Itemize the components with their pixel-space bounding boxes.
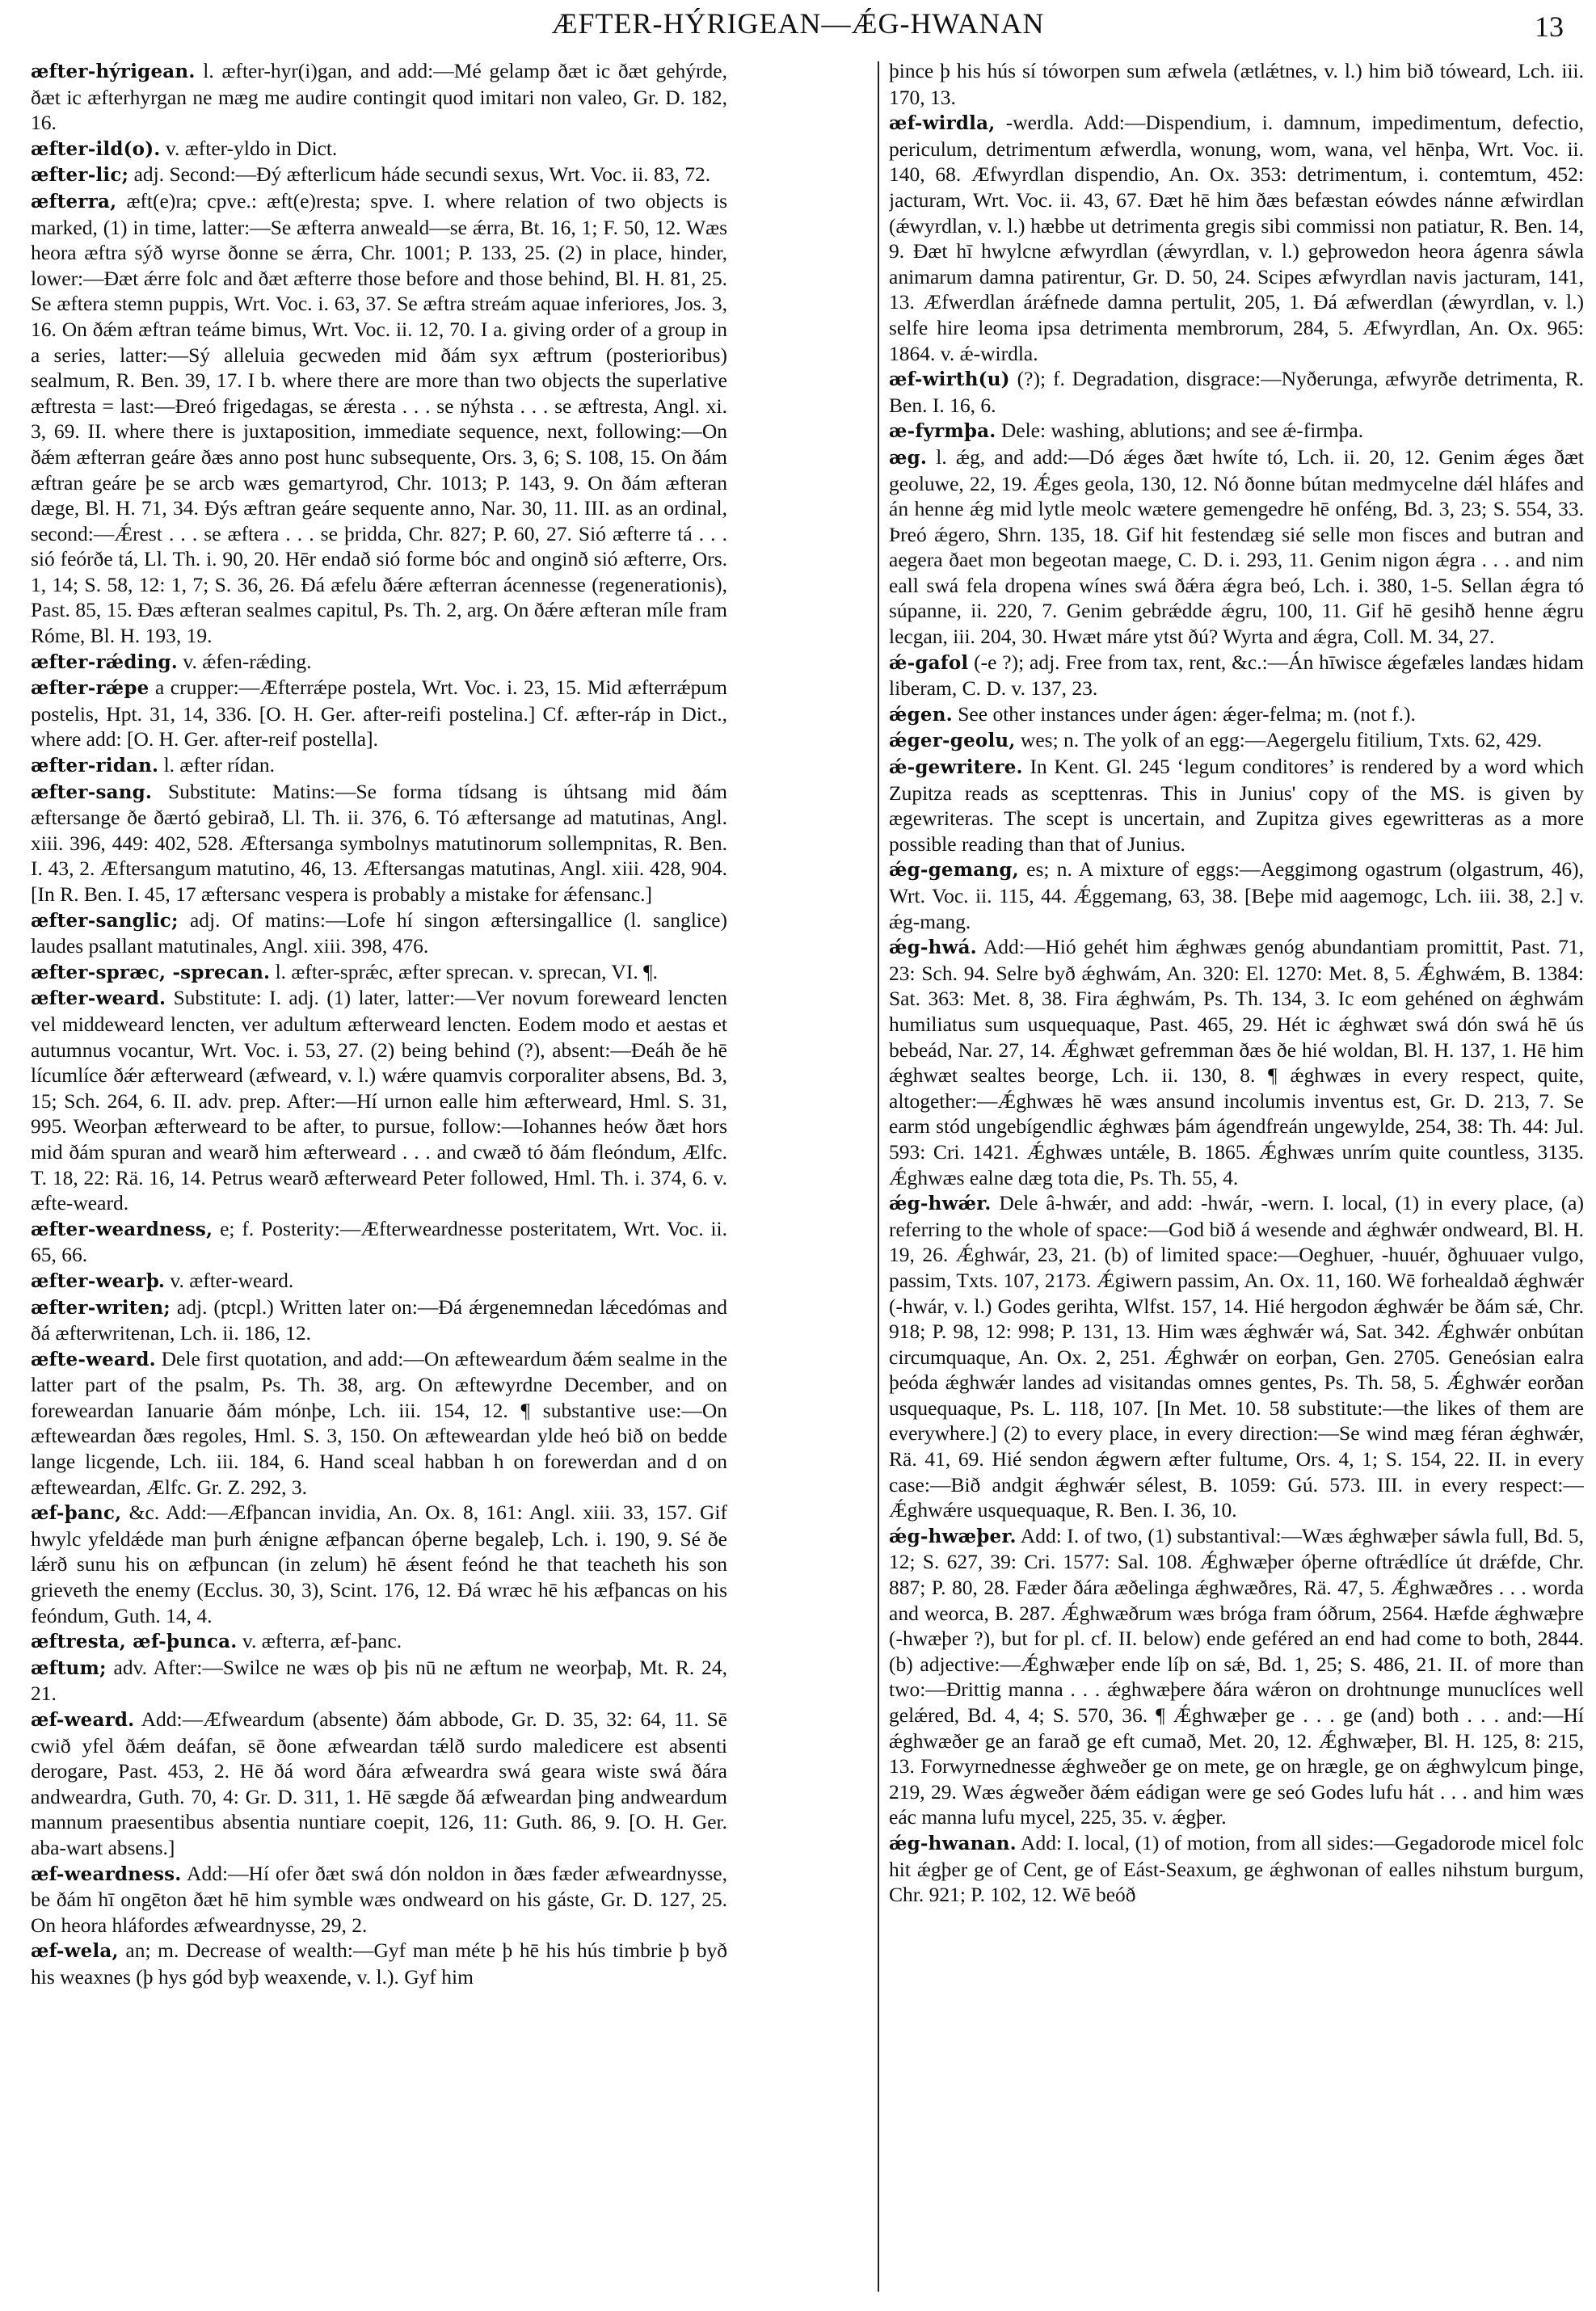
entry-headword: ǽgen. [889, 703, 953, 726]
entry-headword: ǽ-gewritere. [889, 756, 1023, 779]
entry-definition: adj. (ptcpl.) Written later on:—Ðá ǽrgenemnedan lǽcedómas and ðá æfterwritenan, Lch. ii. 186, 12. [31, 1294, 727, 1345]
entry-definition: e; f. Posterity:—Æfterweardnesse posteritatem, Wrt. Voc. ii. 65, 66. [31, 1216, 727, 1267]
entry-definition: l. æfter-sprǽc, æfter sprecan. v. sprecan, VI. ¶. [270, 959, 659, 983]
entry-headword: æftresta, æf-þunca. [31, 1631, 238, 1653]
entry-definition: Add:—Hí ofer ðæt swá dón noldon in ðæs fæder æfweardnysse, be ðám hī ongēton ðæt hē him symble wæs ondweard on his gáste, Gr. D. 127, 25. On heora hláfordes æfweardnysse, 29, 2. [31, 1861, 727, 1937]
dictionary-entry [31, 985, 727, 1215]
dictionary-entry [31, 1655, 727, 1707]
dictionary-entry [31, 907, 727, 959]
right-column [889, 58, 1584, 2296]
entry-headword: æfter-rǽding. [31, 650, 179, 673]
dictionary-entry [31, 1346, 727, 1501]
entry-definition: See other instances under ágen: ǽger-felma; m. (not f.). [952, 701, 1416, 726]
column-divider [878, 61, 879, 2292]
entry-headword: æfte-weard. [31, 1348, 156, 1370]
entry-headword: æftum; [31, 1656, 107, 1679]
entry-headword: æfter-spræc, -sprecan. [31, 961, 271, 983]
entry-definition: wes; n. The yolk of an egg:—Aegergelu fitilium, Txts. 62, 429. [1015, 728, 1543, 752]
entry-headword: æfter-writen; [31, 1296, 171, 1319]
entry-definition: l. æfter rídan. [158, 753, 275, 777]
entry-definition: &c. Add:—Æfþancan invidia, An. Ox. 8, 161: Angl. xiii. 33, 157. Gif hwylc yfeldǽde man þurh ǽnigne æfþancan óþerne begaleþ, Lch. i. 190, 9. Sé ðe lǽrð sunu his on æfþuncan (in zelum) hē ǽsent feónd he that teacheth his son grieveth the enemy (Ecclus. 30, 3), Scint. 176, 12. Ðá wræc hē his æfþancas on his feóndum, Guth. 14, 4. [31, 1501, 727, 1627]
dictionary-entry [31, 649, 727, 676]
entry-headword: ǽg-hwǽr. [889, 1193, 992, 1215]
entry-headword: æg. [889, 446, 928, 469]
page-number: 13 [1535, 11, 1564, 43]
entry-definition: (?); f. Degradation, disgrace:—Nyðerunga, æfwyrðe detrimenta, R. Ben. I. 16, 6. [889, 367, 1584, 417]
entry-headword: æfter-sanglic; [31, 909, 179, 932]
entry-definition: Add: I. local, (1) of motion, from all sides:—Gegadorode micel folc hit ǽgþer ge of Cent, ge of Eást-Seaxum, ge ǽghwonan of ealles nihstum burgum, Chr. 921; P. 102, 12. Wē beóð [889, 1830, 1584, 1907]
entry-headword: æfter-hýrigean. [31, 61, 196, 82]
entry-headword: æfter-weardness, [31, 1218, 213, 1240]
dictionary-entry [889, 701, 1584, 728]
entry-headword: æfter-ridan. [31, 755, 159, 777]
left-column [31, 58, 727, 2296]
entry-definition: l. ǽg, and add:—Dó ǽges ðæt hwíte tó, Lch. ii. 20, 12. Genim ǽges ðæt geoluwe, 22, 19. Ǽges geola, 130, 12. Nó ðonne bútan medmycelne dǽl hláfes and án henne ǽg mid lytle meolc wætere gemengedre hē onféng, Bd. 3, 23; S. 554, 33. Þreó ǽgero, Shrn. 135, 18. Gif hit festendæg sié selle mon fisces and butran and aegera ðaet mon begeotan maege, C. D. i. 293, 11. Genim nigon ǽgra . . . and nim eall swá fela dropena wínes swá ðǽra ǽgra beó, Lch. i. 380, 1-5. Sellan ǽgra tó súpanne, ii. 220, 7. Genim gebrǽdde ǽgru, 100, 11. Gif hē gesihð henne ǽgru lecgan, iii. 204, 30. Hwæt máre ytst ðú? Wyrta and ǽgra, Coll. M. 34, 27. [889, 444, 1584, 649]
entry-definition: adj. Of matins:—Lofe hí singon æftersingallice (l. sanglice) laudes psallant matutinales, Angl. xiii. 398, 476. [31, 907, 727, 958]
entry-definition: Substitute: I. adj. (1) later, latter:—Ver novum foreweard lencten vel middeweard lencten, ver adultum æfterweard lencten. Eodem modo et aestas et autumnus vocantur, Wrt. Voc. i. 53, 27. (2) being behind (?), absent:—Ðeáh ðe hē lícumlíce ðǽr æfterweard (æfweard, v. l.) wǽre quamvis corporaliter absens, Bd. 3, 15; Sch. 264, 6. II. adv. prep. After:—Hí urnon ealle him æfterweard, Hml. S. 31, 995. Weorþan æfterweard to be after, to pursue, follow:—Iohannes heów ðæt hors mid ðám spuran and wearð him æfterweard . . . and cwæð tó ðám fleóndum, Ælfc. T. 18, 22: Rä. 16, 14. Petrus wearð æfterweard Peter followed, Hml. Th. i. 374, 6. v. æfte-weard. [31, 986, 727, 1215]
dictionary-entry [889, 444, 1584, 650]
entry-definition: l. æfter-hyr(i)gan, and add:—Mé gelamp ðæt ic ðæt gehýrde, ðæt ic æfterhyrgan ne mæg me audire contingit quod imitari non valeo, Gr. D. 182, 16. [31, 59, 727, 135]
entry-headword: ǽg-hwá. [889, 937, 977, 959]
entry-definition: v. ǽfen-rǽding. [178, 649, 312, 673]
entry-headword: æfter-lic; [31, 164, 129, 187]
dictionary-entry [31, 136, 727, 162]
entry-definition: v. æfter-yldo in Dict. [160, 136, 338, 160]
dictionary-entry [889, 1523, 1584, 1830]
entry-definition: æft(e)ra; cpve.: æft(e)resta; spve. I. where relation of two objects is marked, (1) in time, latter:—Se æfterra anweald—se ǽrra, Bt. 16, 1; F. 50, 12. Wæs heora æftra sýð wyrse ðonne se ǽrra, Chr. 1001; P. 133, 25. (2) in place, hinder, lower:—Ðæt ǽrre folc and ðæt æfterre those before and those behind, Bl. H. 81, 25. Se æftera stemn puppis, Wrt. Voc. i. 63, 37. Se æftra streám aquae inferiores, Jos. 3, 16. On ðǽm æftran teáme bimus, Wrt. Voc. ii. 12, 70. I a. giving order of a group in a series, latter:—Sý alleluia gecweden mid ðám syx æftrum (posterioribus) sealmum, R. Ben. 39, 17. I b. where there are more than two objects the superlative æftresta = last:—Ðreó frigedagas, se ǽresta . . . se nýhsta . . . se æftresta, Angl. xi. 3, 69. II. where there is juxtaposition, immediate sequence, next, following:—On ðǽm æfterran geáre ðæs anno post hunc subsequente, Ors. 3, 6; S. 108, 15. On ðám æftran geáre þe se arcb wæs gemartyrod, Chr. 1013; P. 143, 9. On ðám æfteran dæge, Bl. H. 71, 34. Ðýs æftran geáre sequente anno, Nar. 30, 11. III. as an ordinal, second:—Ǽrest . . . se æftera . . . se þridda, Chr. 827; P. 60, 27. Sió æfterre tá . . . sió feórðe tá, Ll. Th. i. 90, 20. Hēr endað sió forme bóc and onginð sió æfterre, Ors. 1, 14; S. 58, 12: 1, 7; S. 36, 26. Ðá æfelu ðǽre æfterran ácennesse (regenerationis), Past. 85, 15. Ðæs æfteran sealmes capitul, Ps. Th. 2, arg. On ðǽre æfteran míle fram Róme, Bl. H. 193, 19. [31, 188, 727, 648]
dictionary-entry [31, 162, 727, 188]
entry-definition: Substitute: Matins:—Se forma tídsang is úhtsang mid ðám æftersange ðe ðærtó gebirað, Ll. Th. ii. 376, 6. Tó æftersange ad matutinas, Angl. xiii. 396, 449: 402, 528. Æftersanga symbolnys matutinorum sollempnitas, R. Ben. I. 43, 2. Æftersangum matutino, 46, 13. Æftersangas matutinas, Angl. xiii. 428, 904. [In R. Ben. I. 45, 17 æftersanc vespera is probably a mistake for ǽfensanc.] [31, 779, 727, 906]
dictionary-entry [889, 366, 1584, 418]
dictionary-entry [31, 1216, 727, 1268]
dictionary-entry [889, 934, 1584, 1190]
dictionary-entry [889, 1830, 1584, 1908]
entry-definition: adj. Second:—Ðý æfterlicum háde secundi sexus, Wrt. Voc. ii. 83, 72. [128, 162, 711, 187]
entry-headword: ǽger-geolu, [889, 730, 1016, 752]
dictionary-entry [31, 1500, 727, 1628]
entry-definition: Add: I. of two, (1) substantival:—Wæs ǽghwæþer sáwla full, Bd. 5, 12; S. 627, 39: Cri. 1577: Sal. 108. Ǽghwæþer óþerne oftrǽdlíce út drǽfde, Chr. 887; P. 80, 28. Fæder ðára æðelinga ǽghwæðres, Rä. 47, 5. Ǽghwæðres . . . worda and weorca, B. 287. Ǽghwæðrum wæs bróga fram óðrum, 2564. Hæfde ǽghwæþre (-hwæþer ?), but for pl. cf. II. below) ende geféred an end had come to both, 2844. (b) adjective:—Ǽghwæþer ende líþ on sǽ, Bd. 1, 25; S. 486, 21. II. of more than two:—Ðrittig manna . . . ǽghwæþere ðára wǽron on drohtnunge munuclíces well gelǽred, Bd. 4, 4; S. 570, 36. ¶ Ǽghwæþer ge . . . ge (and) both . . . and:—Hí ǽghwæðer ge an farað ge eft cumað, Met. 20, 12. Ǽghwæþer, Bl. H. 125, 8: 215, 13. Forwyrnednesse ǽghweðer ge on mete, ge on hrægle, ge on ǽghwylcum þinge, 219, 29. Wæs ǽgweðer ðǽm eádigan were ge seó Godes lufu hát . . . and him wæs eác manna lufu mycel, 225, 35. v. ǽgþer. [889, 1523, 1584, 1829]
entry-definition: In Kent. Gl. 245 ‘legum conditores’ is rendered by a word which Zupitza reads as scepttenras. This in Junius' copy of the MS. is given by ægewriteras. The scept is uncertain, and Zupitza gives egewritteras as a more possible reading than that of Junius. [889, 755, 1584, 856]
dictionary-entry [31, 1268, 727, 1294]
dictionary-entry [889, 727, 1584, 754]
entry-headword: æfter-ild(o). [31, 137, 161, 160]
entry-definition: v. æfterra, æf-þanc. [237, 1629, 402, 1653]
dictionary-entry [31, 188, 727, 649]
entry-headword: æf-wirdla, [889, 112, 996, 135]
entry-headword: æfterra, [31, 190, 117, 213]
dictionary-entry [31, 959, 727, 986]
entry-headword: ǽ-gafol [889, 651, 969, 674]
entry-definition: Add:—Hió gehét him ǽghwæs genóg abundantiam promittit, Past. 71, 23: Sch. 94. Selre byð ǽghwám, An. 320: El. 1270: Met. 8, 5. Ǽghwǽm, B. 1384: Sat. 363: Met. 8, 38. Fira ǽghwám, Ps. Th. 134, 3. Ic eom gehéned on ǽghwám humiliatus sum usquequaque, Past. 465, 29. Hét ic ǽghwæt swá dón swá hē ús bebeád, Nar. 27, 14. Ǽghwæt gefremman ðæs ðe hié woldan, Bl. H. 137, 1. Hē him ǽghwæt sealtes beorge, Lch. ii. 130, 8. ¶ ǽghwæs in every respect, quite, altogether:—Ǽghwæs hē wæs ansund incolumis inventus est, Gr. D. 213, 7. Se earm stód ungebígendlic ǽghwæs þám ágendfreán ungewylde, 254, 38: Th. 44: Jul. 593: Cri. 1421. Ǽghwæs untǽle, B. 1865. Ǽghwæs unrím quite countless, 3135. Ǽghwæs ealne dæg tota die, Ps. Th. 55, 4. [889, 935, 1584, 1189]
entry-headword: æfter-wearþ. [31, 1269, 166, 1292]
entry-definition: -werdla. Add:—Dispendium, i. damnum, impedimentum, defectio, periculum, detrimentum æfwerdla, wonung, wom, wana, vel hēnþa, Wrt. Voc. ii. 140, 68. Æfwyrdlan dispendio, An. Ox. 353: detrimentum, i. contemtum, 452: jacturam, Wrt. Voc. ii. 43, 67. Ðæt hē him ðæs befæstan eówdes nánne æfwirdlan (ǽwyrdlan, v. l.) hæbbe ut detrimenta gregis sibi commissi non patiatur, R. Ben. 14, 9. Ðæt hī hwylcne æfwyrdlan (ǽwyrdlan, v. l.) geþrowedon heora ágenra sáwla animarum damna patirentur, Gr. D. 50, 24. Scipes æfwyrdlan navis jacturam, 141, 13. Æfwerdlan árǽfnede damna pertulit, 205, 1. Ðá æfwerdlan (ǽwyrdlan, v. l.) selfe hire leoma ipsa detrimenta membrorum, 284, 5. Æfwyrdlan, An. Ox. 965: 1864. v. ǽ-wirdla. [889, 111, 1584, 365]
dictionary-entry [31, 1861, 727, 1938]
dictionary-entry [889, 754, 1584, 857]
dictionary-entry [889, 1190, 1584, 1523]
dictionary-entry [889, 650, 1584, 701]
entry-definition: Dele: washing, ablutions; and see ǽ-firmþa. [996, 419, 1364, 443]
dictionary-entry [889, 110, 1584, 366]
dictionary-entry [889, 857, 1584, 934]
entry-definition: (-e ?); adj. Free from tax, rent, &c.:—Án hīwisce ǽgefæles landæs hidam liberam, C. D. v. 137, 23. [889, 650, 1584, 701]
entry-definition: a crupper:—Æfterrǽpe postela, Wrt. Voc. i. 23, 15. Mid æfterrǽpum postelis, Hpt. 31, 14, 336. [O. H. Ger. after-reifi postelina.] Cf. æfter-ráp in Dict., where add: [O. H. Ger. after-reif postella]. [31, 676, 727, 751]
dictionary-entry [31, 675, 727, 752]
dictionary-entry [889, 58, 1584, 110]
dictionary-entry [31, 1707, 727, 1861]
page-header [0, 6, 1596, 47]
entry-headword: ǽg-hwanan. [889, 1832, 1017, 1854]
dictionary-entry [31, 58, 727, 136]
entry-headword: æf-wirth(u) [889, 368, 1010, 391]
entry-headword: ǽg-hwæþer. [889, 1525, 1017, 1547]
dictionary-entry [889, 418, 1584, 444]
entry-definition: þince þ his hús sí tóworpen sum æfwela (ætlǽtnes, v. l.) him bið tóweard, Lch. iii. 170, 13. [889, 59, 1584, 109]
entry-headword: æf-weardness. [31, 1863, 182, 1885]
entry-headword: æf-weard. [31, 1709, 135, 1731]
dictionary-entry [31, 752, 727, 779]
entry-definition: Dele first quotation, and add:—On æfteweardum ðǽm sealme in the latter part of the psalm, Ps. Th. 38, arg. On æftewyrdne December, and on foreweardan Ianuarie ðám mónþe, Lch. iii. 154, 12. ¶ substantive use:—On æfteweardan ðæs regoles, Hml. S. 3, 150. On æfteweardan ylde heó bið on bedde lange licgende, Lch. iii. 184, 6. Hand sceal habban h on forewerdan and d on æfteweardan, Ælfc. Gr. Z. 292, 3. [31, 1346, 727, 1499]
entry-headword: æf-wela, [31, 1940, 119, 1963]
entry-definition: es; n. A mixture of eggs:—Aeggimong ogastrum (olgastrum, 46), Wrt. Voc. ii. 115, 44. Ǽggemang, 63, 38. [Beþe mid aagemogc, Lch. iii. 38, 2.] v. ǽg-mang. [889, 857, 1584, 933]
dictionary-entry [31, 1294, 727, 1346]
dictionary-entry [31, 1628, 727, 1655]
entry-headword: æfter-weard. [31, 987, 166, 1010]
entry-definition: Add:—Æfweardum (absente) ðám abbode, Gr. D. 35, 32: 64, 11. Sē cwið yfel ðǽm deáfan, sē ðone æfweardan tǽlð surdo maledicere est absenti derogare, Past. 453, 2. Hē ðá word ðára æfweardra swá geara wiste swá ðára andweardra, Guth. 70, 4: Gr. D. 311, 1. Hē sægde ðá æfweardan þing andweardum mannum praesentibus absentia nuntiare coepit, 126, 11: Guth. 86, 9. [O. H. Ger. aba-wart absens.] [31, 1707, 727, 1859]
dictionary-entry [31, 1938, 727, 1989]
entry-definition: Dele â-hwǽr, and add: -hwár, -wern. I. local, (1) in every place, (a) referring to the whole of space:—God bið á wesende and ǽghwǽr ondweard, Bl. H. 19, 26. Ǽghwár, 23, 21. (b) of limited space:—Oeghuer, -huuér, ðghuuaer vulgo, passim, Txts. 107, 2173. Ǽgiwern passim, An. Ox. 11, 160. Wē forhealdað ǽghwǽr (-hwár, v. l.) Godes gerihta, Wlfst. 157, 14. Hié hergodon ǽghwǽr be ðám sǽ, Chr. 918; P. 98, 12: 998; P. 131, 13. Him wæs ǽghwǽr wá, Sat. 342. Ǽghwǽr onbútan circumquaque, An. Ox. 2, 251. Ǽghwǽr on eorþan, Gen. 2705. Geneósian ealra þeóda ǽghwǽr landes ad visitandas omnes gentes, Ps. Th. 58, 5. Ǽghwǽr eorðan usquequaque, Ps. L. 118, 107. [In Met. 10. 58 substitute:—the likes of them are everywhere.] (2) to every place, in every direction:—Se wind mæg féran ǽghwǽr, Rä. 41, 69. Hié sendon ǽgwern æfter fultume, Ors. 4, 1; S. 154, 22. II. in every case:—Bið andgit ǽghwǽr sélest, B. 1059: Gú. 573. III. in every respect:—Ǽghwǽre usquequaque, R. Ben. I. 36, 10. [889, 1191, 1584, 1522]
entry-headword: æfter-sang. [31, 781, 153, 803]
entry-headword: æ-fyrmþa. [889, 420, 996, 443]
entry-definition: an; m. Decrease of wealth:—Gyf man méte þ hē his hús timbrie þ byð his weaxnes (þ hys gód byþ weaxende, v. l.). Gyf him [31, 1938, 727, 1989]
dictionary-entry [31, 779, 727, 907]
entry-headword: ǽg-gemang, [889, 859, 1019, 882]
running-title: ÆFTER-HÝRIGEAN—ǼG-HWANAN [551, 7, 1045, 40]
entry-definition: v. æfter-weard. [165, 1268, 294, 1292]
entry-headword: æf-þanc, [31, 1502, 122, 1525]
entry-headword: æfter-rǽpe [31, 677, 149, 700]
entry-definition: adv. After:—Swilce ne wæs oþ þis nū ne æftum ne weorþaþ, Mt. R. 24, 21. [31, 1655, 727, 1706]
